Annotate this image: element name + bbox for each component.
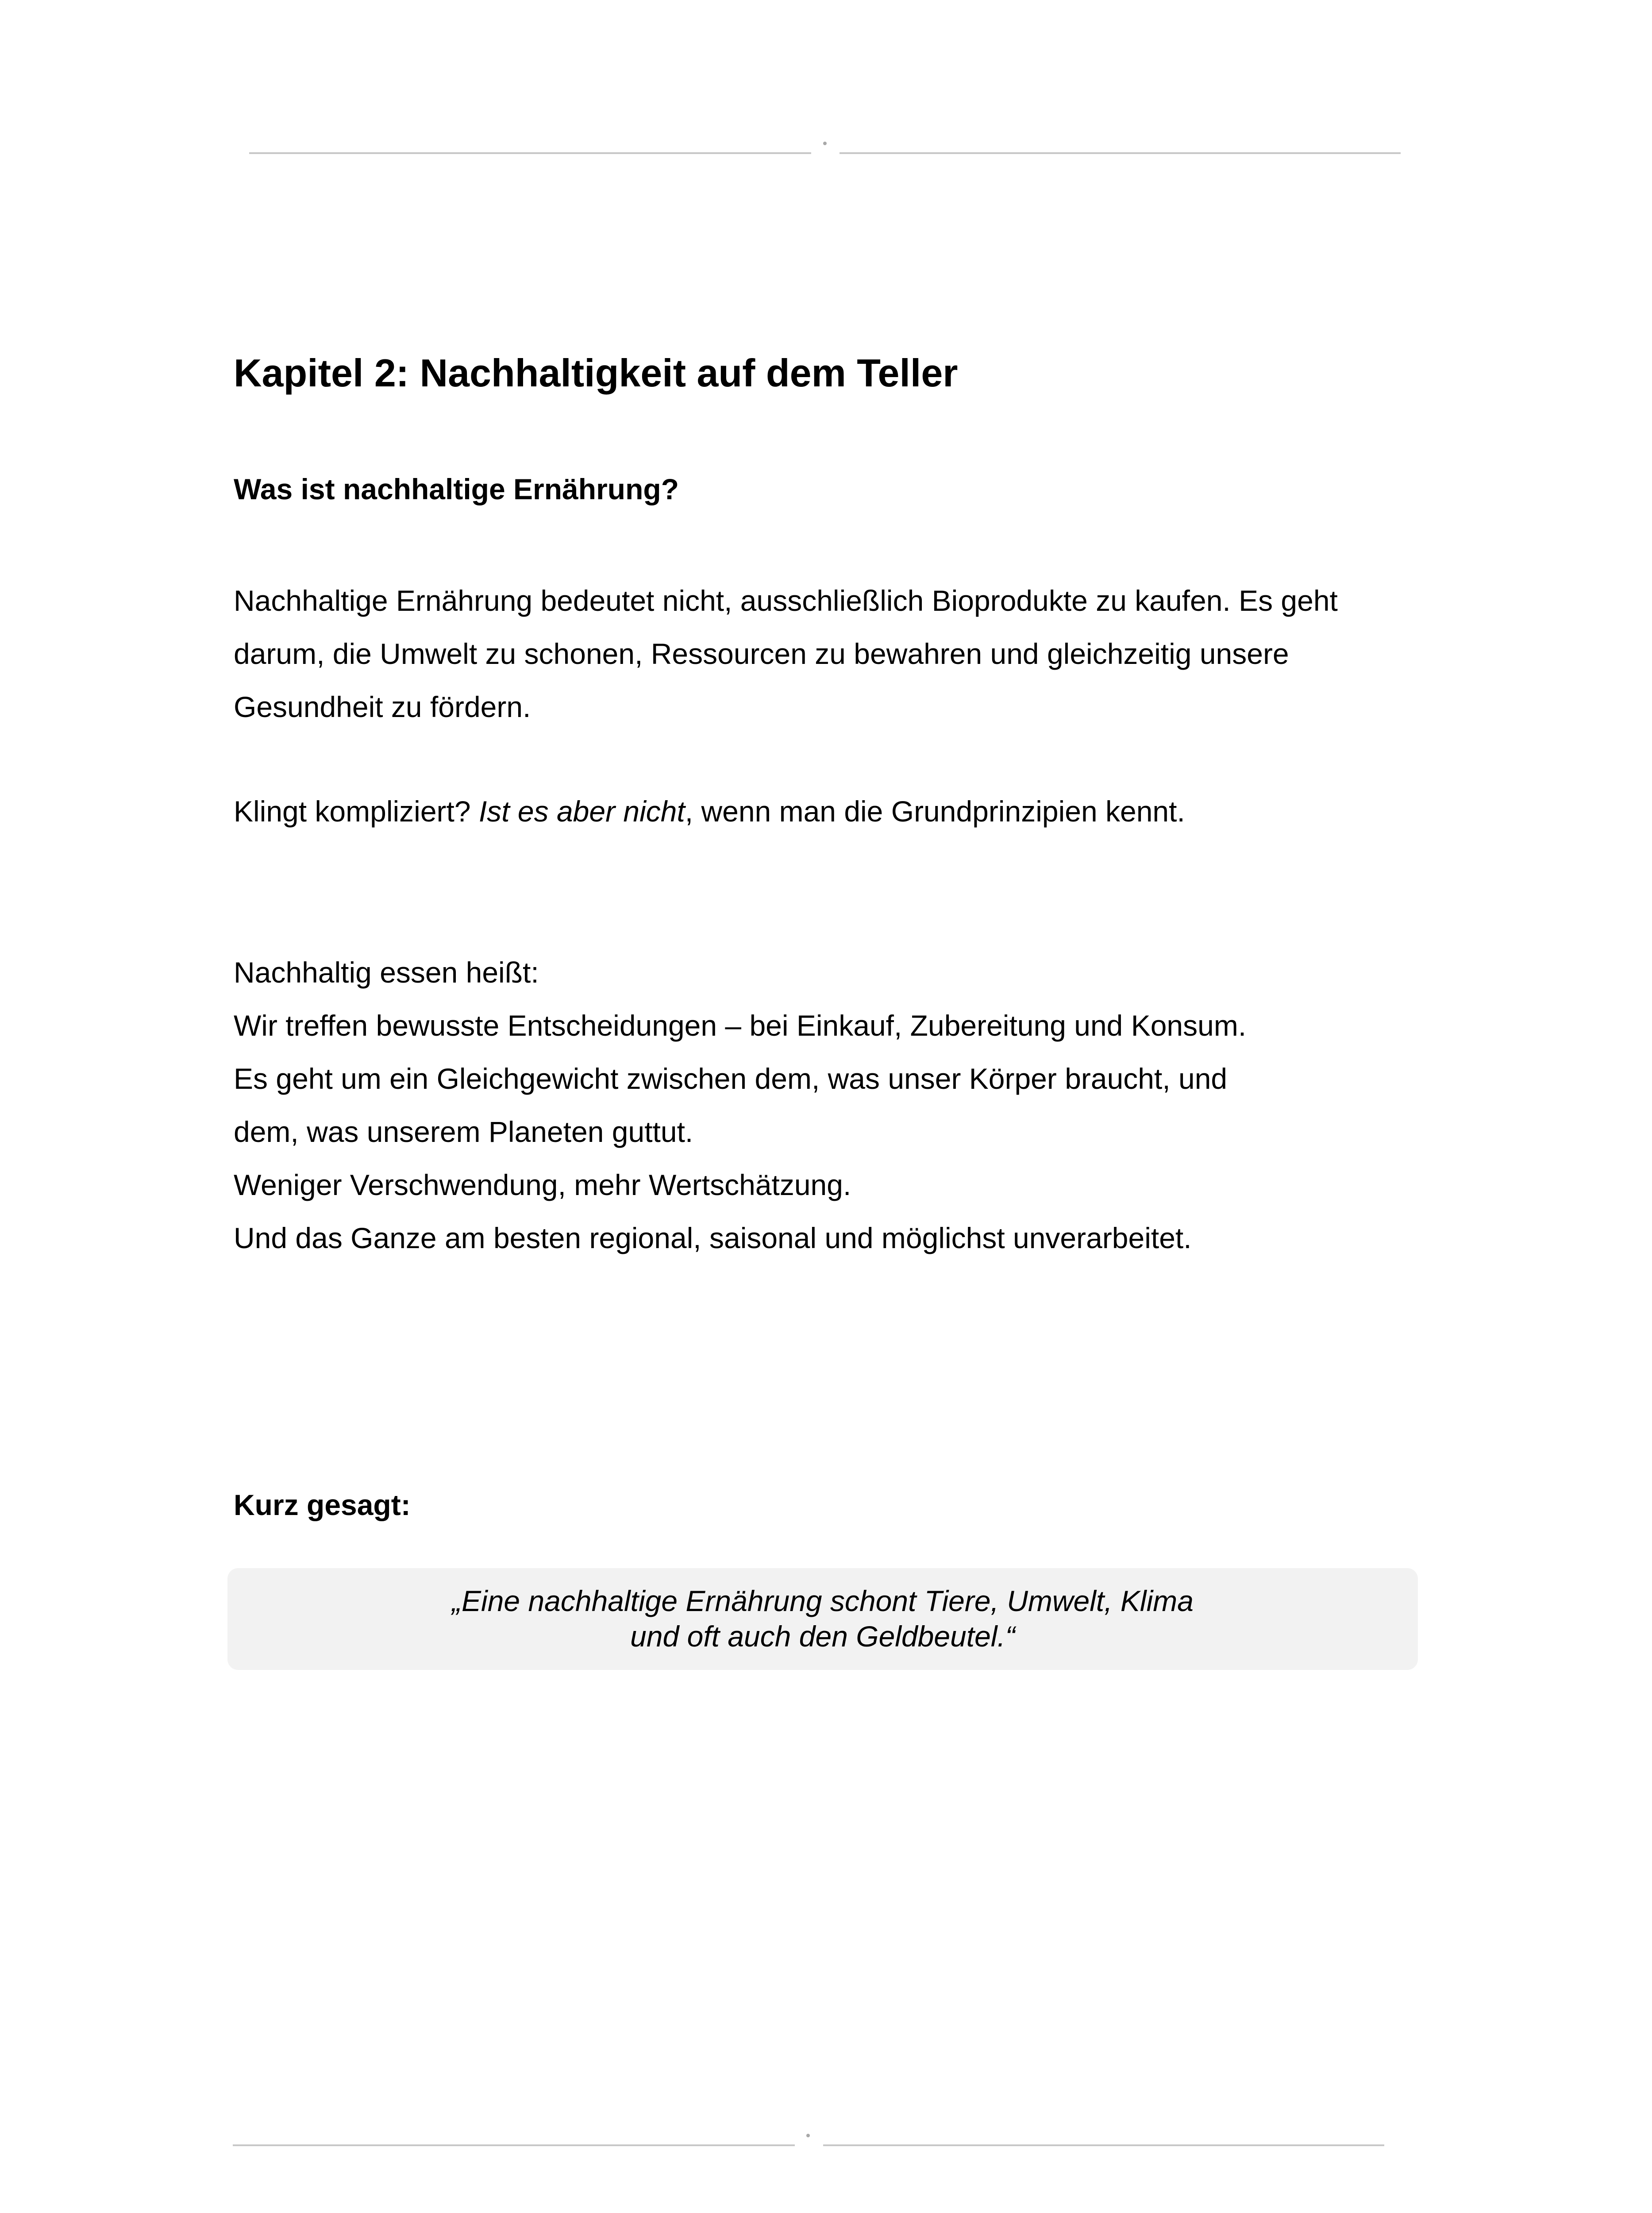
quote-text bbox=[227, 1583, 1418, 1654]
top-divider-right bbox=[839, 152, 1401, 154]
quote-line: „Eine nachhaltige Ernährung schont Tiere, Umwelt, Klima bbox=[452, 1585, 1194, 1617]
principles-line: dem, was unserem Planeten guttut. bbox=[234, 1115, 693, 1148]
top-divider-left bbox=[249, 152, 811, 154]
intro-line: Nachhaltige Ernährung bedeutet nicht, ausschließlich Bioprodukte zu kaufen. Es geht bbox=[234, 584, 1338, 617]
question-emphasis: Ist es aber nicht bbox=[478, 795, 685, 828]
question-paragraph bbox=[234, 785, 1185, 838]
bottom-divider-right bbox=[823, 2144, 1384, 2146]
summary-heading: Kurz gesagt: bbox=[234, 1488, 411, 1521]
bottom-divider-left bbox=[233, 2144, 795, 2146]
quote-line: und oft auch den Geldbeutel.“ bbox=[630, 1620, 1015, 1653]
intro-line: Gesundheit zu fördern. bbox=[234, 690, 531, 723]
intro-line: darum, die Umwelt zu schonen, Ressourcen zu bewahren und gleichzeitig unsere bbox=[234, 637, 1289, 670]
question-tail: , wenn man die Grundprinzipien kennt. bbox=[685, 795, 1185, 828]
principles-line: Nachhaltig essen heißt: bbox=[234, 956, 539, 989]
principles-line: Es geht um ein Gleichgewicht zwischen dem, was unser Körper braucht, und bbox=[234, 1062, 1228, 1095]
section-heading: Was ist nachhaltige Ernährung? bbox=[234, 473, 679, 505]
intro-paragraph bbox=[234, 574, 1338, 733]
chapter-title: Kapitel 2: Nachhaltigkeit auf dem Teller bbox=[234, 351, 958, 395]
principles-paragraph bbox=[234, 946, 1246, 1265]
top-divider-dot bbox=[823, 142, 827, 145]
quote-box bbox=[227, 1568, 1418, 1670]
principles-line: Wir treffen bewusste Entscheidungen – bei Einkauf, Zubereitung und Konsum. bbox=[234, 1009, 1247, 1042]
principles-line: Und das Ganze am besten regional, saisonal und möglichst unverarbeitet. bbox=[234, 1222, 1192, 1254]
question-lead: Klingt kompliziert? bbox=[234, 795, 479, 828]
bottom-divider-dot bbox=[806, 2134, 810, 2137]
principles-line: Weniger Verschwendung, mehr Wertschätzung. bbox=[234, 1168, 851, 1201]
